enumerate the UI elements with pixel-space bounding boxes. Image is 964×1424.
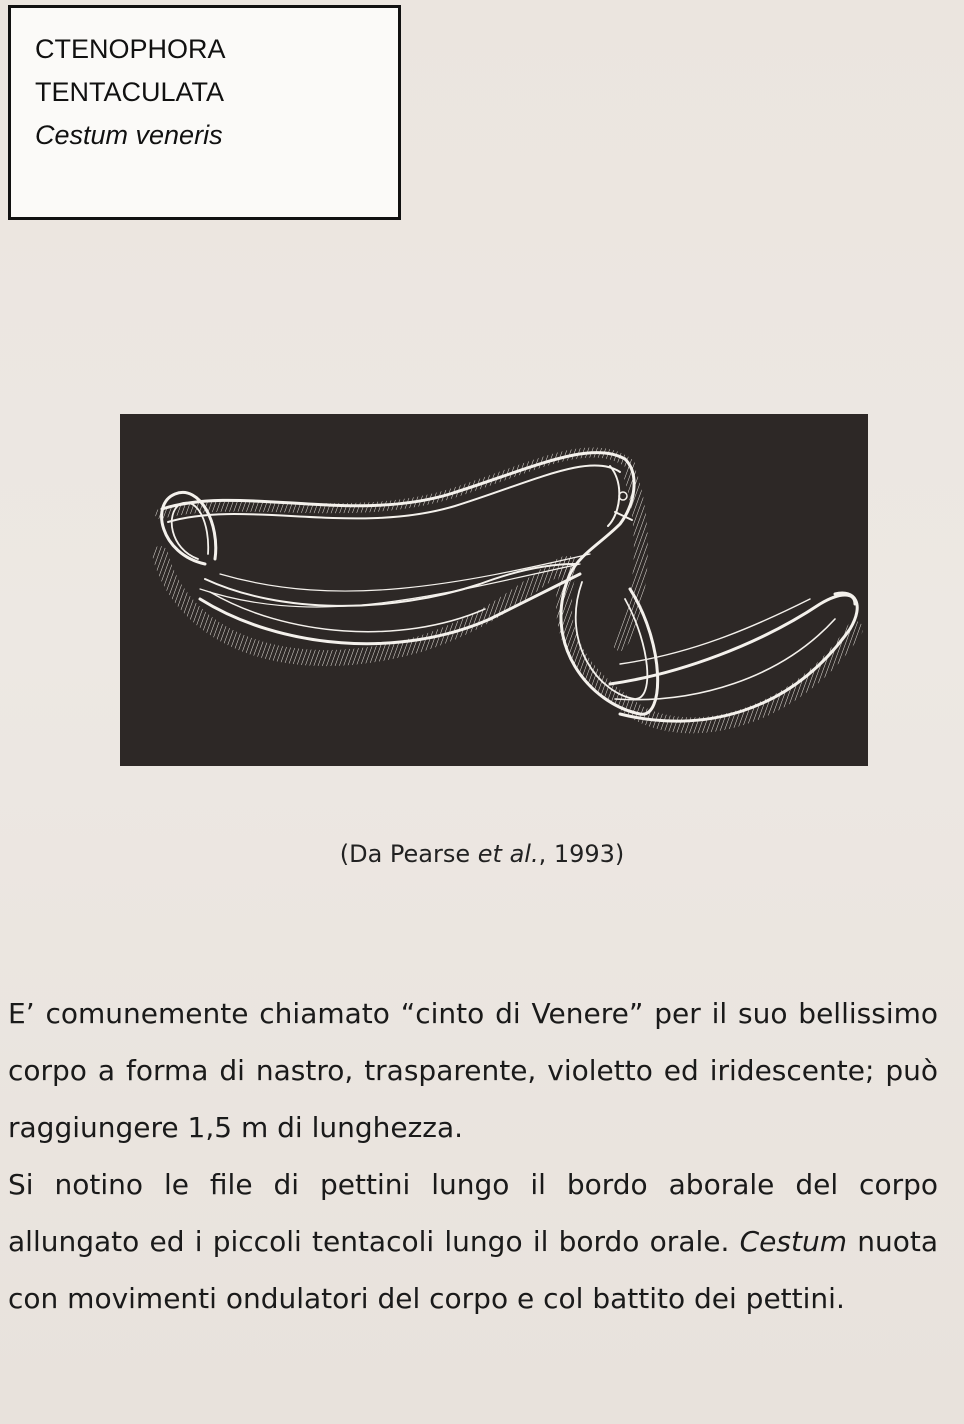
phylum-name: CTENOPHORA bbox=[35, 34, 226, 64]
class-name: TENTACULATA bbox=[35, 77, 225, 107]
cestum-illustration bbox=[120, 414, 868, 766]
ribbon-drawing bbox=[120, 414, 868, 766]
species-label-box bbox=[8, 5, 401, 220]
description-paragraph-2 bbox=[8, 1156, 938, 1327]
description-paragraph-1: E’ comunemente chiamato “cinto di Venere” per il suo bellissimo corpo a forma di nastro, trasparente, violetto ed iridescente; può raggiungere 1,5 m di lunghezza. bbox=[8, 997, 938, 1144]
description-text bbox=[8, 985, 938, 1327]
twist-inner bbox=[608, 466, 619, 526]
caption-italic: et al. bbox=[477, 840, 539, 868]
ribbon-upper-edge-inner bbox=[168, 465, 620, 522]
caption-prefix: (Da Pearse bbox=[339, 840, 478, 868]
paragraph-2-start: Si notino le file di pettini lungo il bordo aborale del corpo allungato ed i piccoli tentacoli lungo il bordo orale. bbox=[8, 1168, 938, 1258]
ribbon-lower-edge-inner bbox=[210, 592, 485, 632]
species-name: Cestum veneris bbox=[35, 120, 223, 150]
caption-suffix: , 1993) bbox=[538, 840, 625, 868]
paragraph-2-italic: Cestum bbox=[739, 1225, 847, 1258]
figure-caption bbox=[0, 840, 964, 868]
paragraph-2-end: nuota con movimenti ondulatori del corpo e col battito dei pettini. bbox=[8, 1225, 938, 1315]
